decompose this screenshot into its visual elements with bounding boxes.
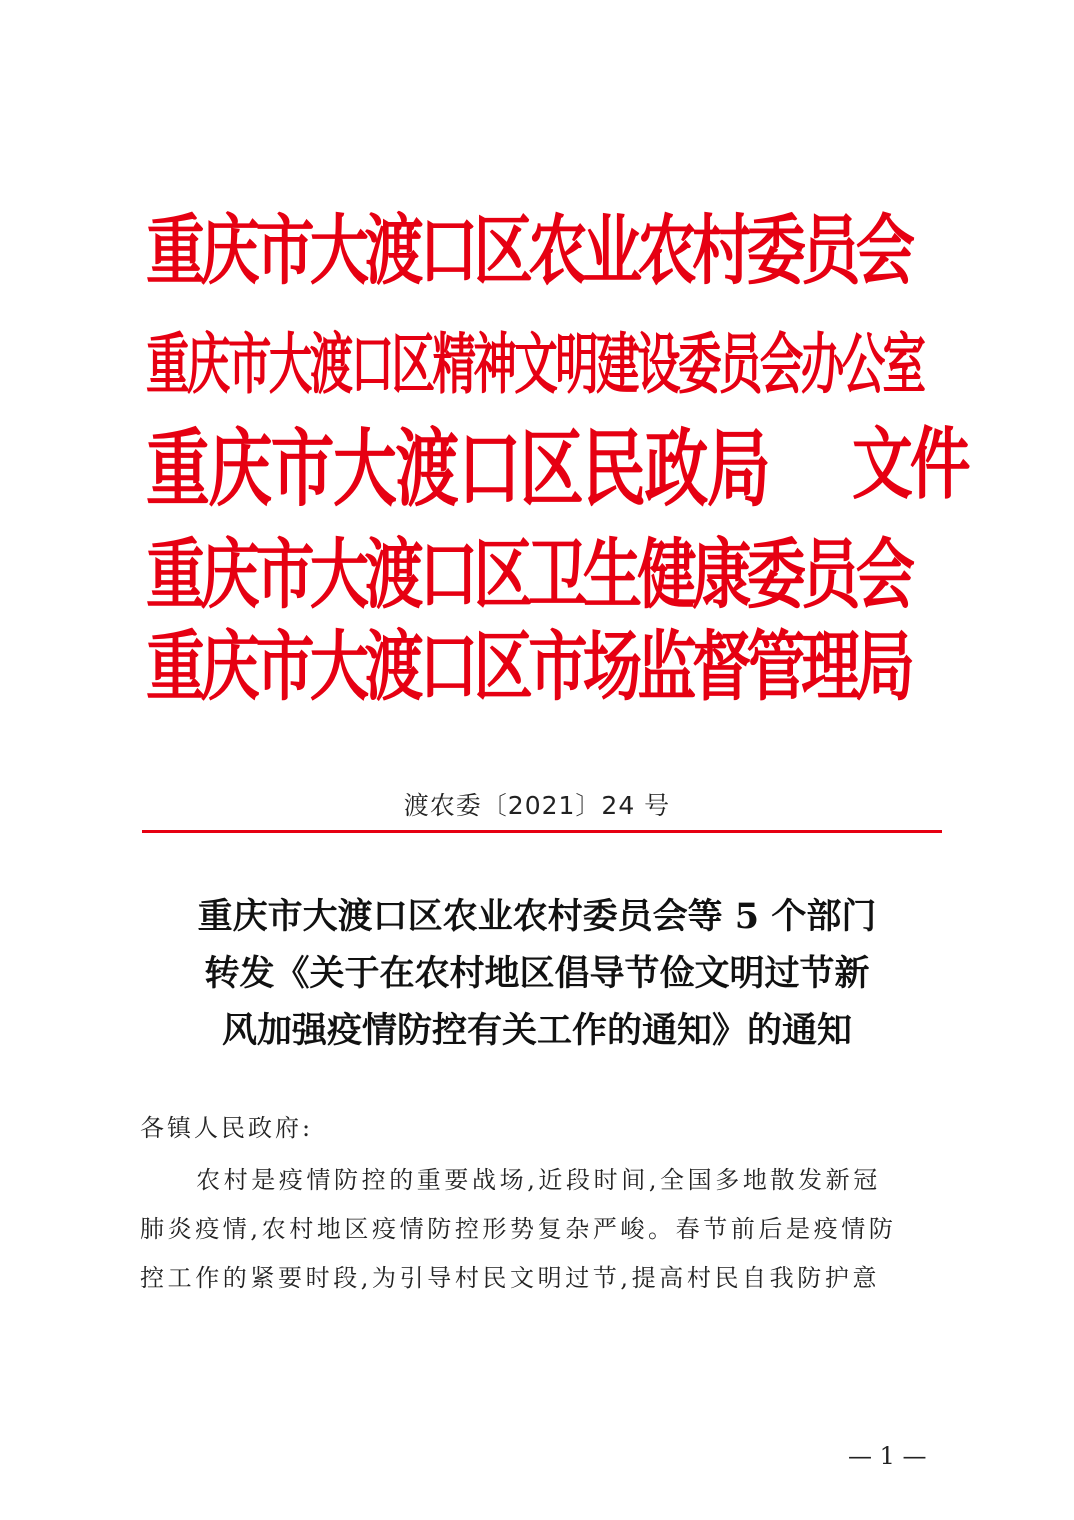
page-number: — 1 — [848, 1442, 927, 1470]
body-line: 肺炎疫情,农村地区疫情防控形势复杂严峻。春节前后是疫情防 [140, 1215, 897, 1243]
body-paragraph [140, 1156, 940, 1303]
document-number: 渡农委〔2021〕24 号 [403, 791, 671, 820]
title-line: 转发《关于在农村地区倡导节俭文明过节新 [204, 953, 870, 994]
issuer-market-supervision-bureau: 重庆市大渡口区市场监督管理局 [146, 622, 911, 711]
salutation: 各镇人民政府: [140, 1114, 314, 1142]
issuer-civil-affairs-bureau: 重庆市大渡口区民政局 [146, 419, 770, 518]
red-divider-line [142, 830, 942, 833]
issuer-civilization-office: 重庆市大渡口区精神文明建设委员会办公室 [146, 325, 924, 403]
issuer-health-committee: 重庆市大渡口区卫生健康委员会 [146, 530, 911, 619]
title-line: 风加强疫情防控有关工作的通知》的通知 [221, 1010, 852, 1051]
document-title [120, 888, 954, 1059]
body-line: 农村是疫情防控的重要战场,近段时间,全国多地散发新冠 [196, 1166, 881, 1194]
issuer-agriculture-committee: 重庆市大渡口区农业农村委员会 [146, 206, 911, 295]
body-line: 控工作的紧要时段,为引导村民文明过节,提高村民自我防护意 [140, 1264, 881, 1292]
title-line: 重庆市大渡口区农业农村委员会等 5 个部门 [197, 896, 877, 937]
file-label: 文件 [852, 419, 968, 510]
